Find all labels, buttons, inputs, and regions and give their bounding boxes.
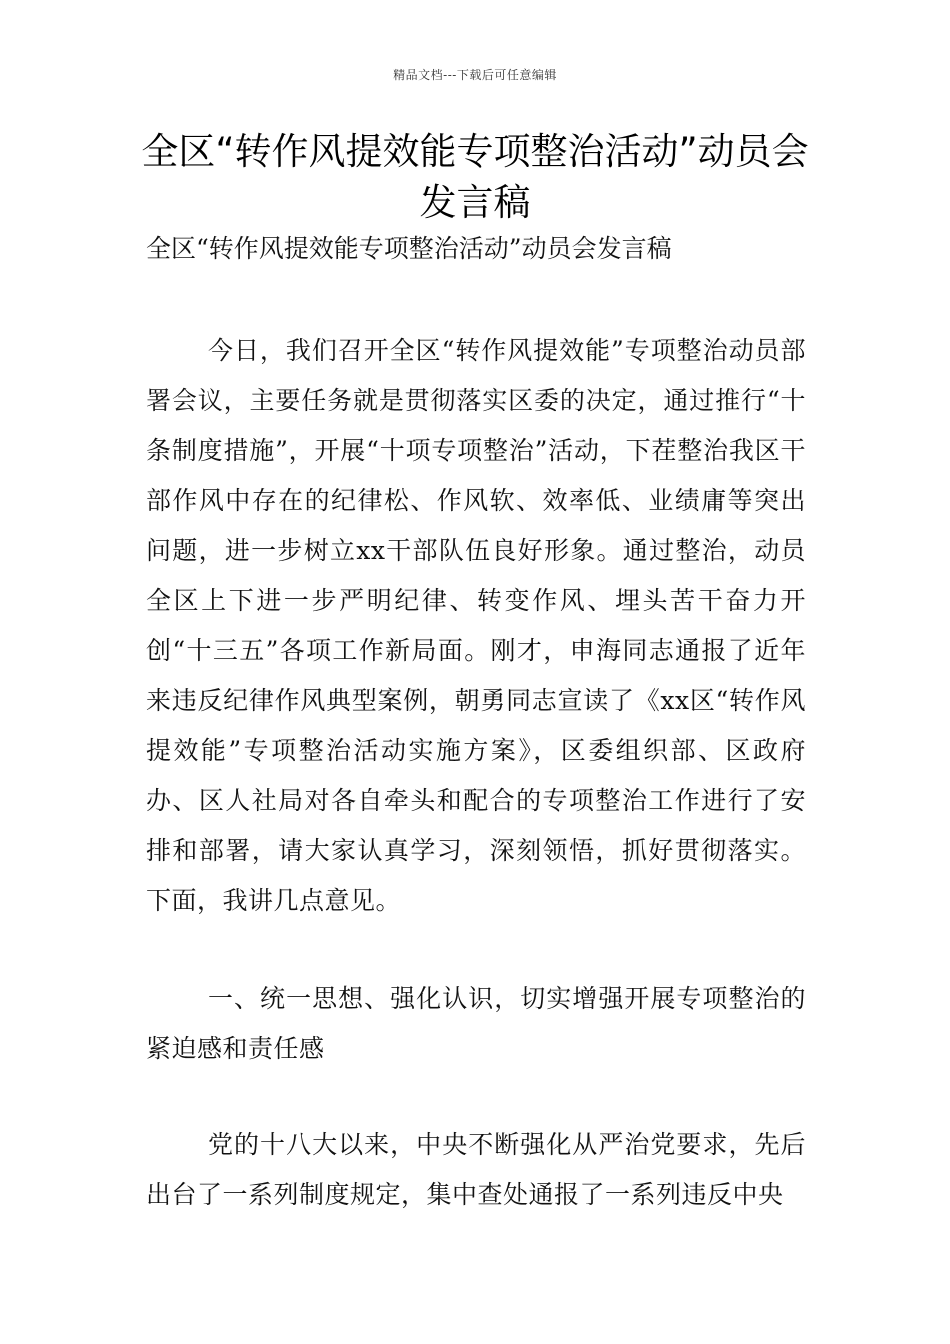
document-title: 全区“转作风提效能专项整治活动”动员会发言稿 xyxy=(141,130,809,224)
page-header-note: 精品文档---下载后可任意编辑 xyxy=(393,68,557,82)
document-subtitle: 全区“转作风提效能专项整治活动”动员会发言稿 xyxy=(146,234,672,263)
body-paragraph-section-one: 党的十八大以来，中央不断强化从严治党要求，先后出台了一系列制度规定，集中查处通报了一系列违反中央 xyxy=(146,1130,806,1209)
section-heading-one: 一、统一思想、强化认识，切实增强开展专项整治的紧迫感和责任感 xyxy=(146,984,806,1063)
body-paragraph-intro: 今日，我们召开全区“转作风提效能”专项整治动员部署会议，主要任务就是贯彻落实区委的决定，通过推行“十条制度措施”，开展“十项专项整治”活动，下茬整治我区干部作风中存在的纪律松、作风软、效率低、业绩庸等突出问题，进一步树立xx干部队伍良好形象。通过整治，动员全区上下进一步严明纪律、转变作风、埋头苦干奋力开创“十三五”各项工作新局面。刚才，申海同志通报了近年来违反纪律作风典型案例，朝勇同志宣读了《xx区“转作风提效能”专项整治活动实施方案》，区委组织部、区政府办、区人社局对各自牵头和配合的专项整治工作进行了安排和部署，请大家认真学习，深刻领悟，抓好贯彻落实。下面，我讲几点意见。 xyxy=(146,336,806,915)
